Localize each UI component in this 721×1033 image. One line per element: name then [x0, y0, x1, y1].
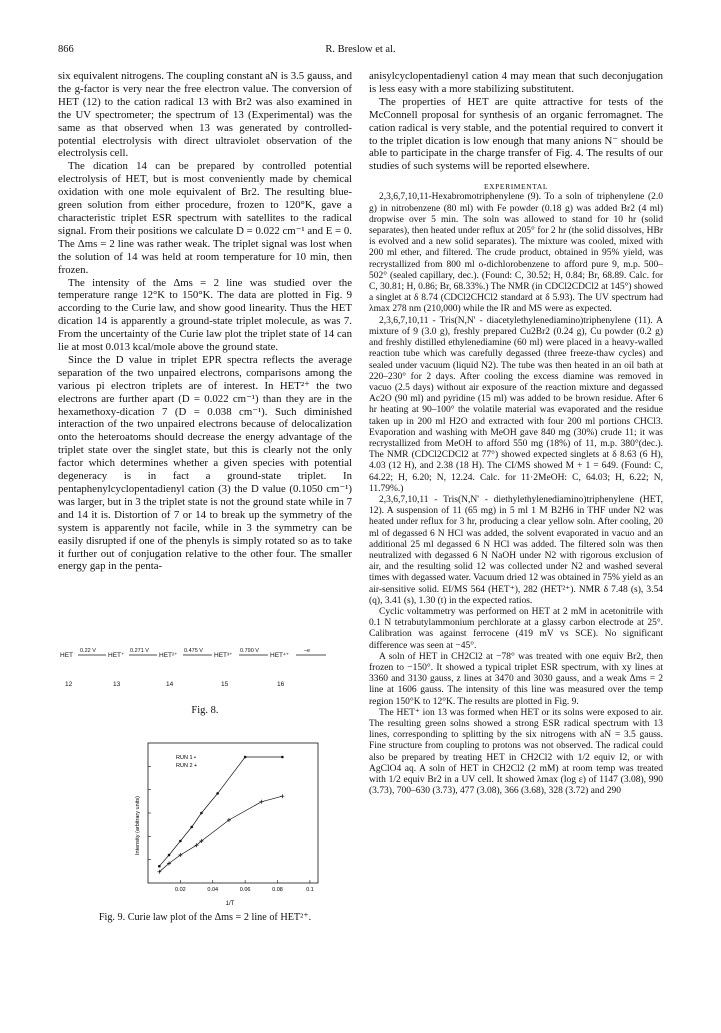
body-paragraph: The dication 14 can be prepared by controlled potential electrolysis of HET, but is most conveniently made by chemical oxidation with one mole equivalent of Br2. The resulting blue-green solution from either procedure, frozen to 120°K, gave a characteristic triplet ESR spectrum with satellites to the radical signal. From their positions we calculate D = 0.022 cm⁻¹ and E = 0. The Δms = 2 line was rather weak. The triplet signal was lost when the solution of 14 was held at room temperature for 10 min, then frozen. — [58, 160, 352, 276]
scheme-potential: 0.475 V — [184, 648, 203, 654]
experimental-paragraph: The HET⁺ ion 13 was formed when HET or its solns were exposed to air. The resulting green solns showed a strong ESR radical spectrum with 13 lines, corresponding to splitting by the six nitrogens with aN = 3.5 gauss. Fine structure from coupling to protons was not observed. The radical could also be prepared by treating HET in CH2Cl2 with 1/2 equiv I2, or with AgClO4 aq. A soln of HET in CH2Cl2 (2 mM) at room temp was treated with 1/2 equiv Br2 in a UV cell. It showed λmax (log ε) of 1147 (3.08), 990 (3.73), 700–630 (3.73), 477 (3.08), 366 (3.68), 328 (3.72) and 290 — [369, 707, 663, 797]
scheme-species: HET — [60, 652, 73, 659]
scheme-species: HET²⁺ — [159, 652, 178, 659]
data-point-run-1 — [179, 840, 182, 843]
fig9-caption: Fig. 9. Curie law plot of the Δms = 2 line of HET²⁺. — [98, 912, 312, 923]
data-point-run-1 — [190, 826, 193, 829]
compound-number: 14 — [166, 681, 174, 688]
experimental-paragraph: 2,3,6,7,10,11 - Tris(N,N' - diacetylethylenediamino)triphenylene (11). A mixture of 9 (3.0 g), freshly prepared Cu2Br2 (0.24 g), Cu powder (0.2 g) and freshly distilled ethylenediamine (60 ml) were placed in a heavy-walled reaction tube which was carefully degassed (three freeze-thaw cycles) and sealed under vacuum (liquid N2). The tube was then heated in an oil bath at 220–230° for 2 days. After cooling the excess diamine was removed in vacuo (2.5 days) without air exposure of the reaction mixture and degassed Ac2O (90 ml) and pyridine (15 ml) was added to be brown residue. After 6 hr heating at 90–100° the volatile material was evaporated and the residue taken up in 200 ml H2O and extracted with four 200 ml portions CHCl3. Evaporation and washing with MeOH gave 840 mg (30%) crude 11; it was recrystallized from MeOH to afford 550 mg (18%) of 11, m.p. 380°(dec.). The NMR (CDCl2CDCl2 at 77°) showed expected singlets at δ 8.63 (6 H), 4.03 (12 H), and 2.38 (18 H). The CI/MS showed M + 1 = 649. (Found: C, 64.22; H, 6.20; N, 12.24. Calc. for 11·2MeOH: C, 64.03; H, 6.22; N, 11.79%.) — [369, 315, 663, 494]
page-number: 866 — [58, 44, 74, 55]
data-point-run-1 — [158, 865, 161, 868]
fig9-chart — [130, 735, 330, 910]
body-paragraph: The properties of HET are quite attractive for tests of the McConnell proposal for synthesis of an organic ferromagnet. The cation radical is very stable, and the potential required to convert it to the triplet dication is low enough that many anions N⁻ should be able to participate in the charge transfer of Fig. 4. The results of our studies of such systems will be reported elsewhere. — [369, 95, 663, 173]
scheme-potential: –e — [304, 648, 311, 654]
x-tick-label: 0.1 — [306, 887, 314, 893]
fig8-scheme — [58, 636, 352, 696]
experimental-section — [369, 181, 663, 797]
y-axis-label: Intensity (arbitrary units) — [135, 796, 141, 855]
scheme-potential: 0.22 V — [80, 648, 96, 654]
x-tick-label: 0.06 — [239, 887, 251, 893]
x-axis-label: 1/T — [225, 901, 235, 907]
fig8-caption: Fig. 8. — [191, 705, 219, 716]
legend-entry: RUN 1 • — [176, 755, 196, 761]
data-point-run-1 — [244, 756, 247, 759]
x-tick-label: 0.04 — [207, 887, 219, 893]
right-column — [369, 70, 663, 797]
plot-frame — [148, 743, 318, 883]
scheme-species: HET⁴⁺ — [270, 652, 290, 659]
series-line-run-2 — [159, 796, 282, 872]
data-point-run-1 — [216, 792, 219, 795]
left-column — [58, 70, 352, 573]
experimental-paragraph: Cyclic voltammetry was performed on HET at 2 mM in acetonitrile with 0.1 N tetrabutylammonium perchlorate at a glassy carbon electrode at 25°. Calibration was against ferrocene (419 mV vs SCE). No significant difference was seen at −45°. — [369, 606, 663, 651]
experimental-paragraph: 2,3,6,7,10,11 - Tris(N,N' - diethylethylenediamino)triphenylene (HET, 12). A suspension of 11 (65 mg) in 5 ml 1 M B2H6 in THF under N2 was heated under reflux for 3 hr, producing a clear yellow soln. After cooling, 20 ml of degassed 6 N HCl was added, the solvent evaporated in vacuo and an additional 25 ml degassed 6 N HCl was added. The filtered soln was then neutralized with degassed 6 N NaOH under N2 with rigorous exclusion of air, and the resulting solid 12 was collected under N2 and washed several times with degassed water. Vacuum dried 12 was obtained in 75% yield as an air-sensitive solid. EI/MS 564 (HET⁺), 282 (HET²⁺). NMR δ 7.48 (s), 3.54 (q), 3.41 (s), 1.30 (t) in the expected ratios. — [369, 494, 663, 606]
scheme-species: HET³⁺ — [214, 652, 233, 659]
section-heading: EXPERIMENTAL — [483, 182, 549, 192]
page-header — [58, 44, 663, 58]
running-head: R. Breslow et al. — [325, 44, 396, 55]
body-paragraph: The intensity of the Δms = 2 line was studied over the temperature range 12°K to 150°K. The data are plotted in Fig. 9 according to the Curie law, and show good linearity. Thus the HET dication 14 is apparently a ground-state triplet molecule, as was 7. From the uncertainty of the Curie law plot the triplet state of 14 can lie at most 0.013 kcal/mole above the ground state. — [58, 276, 352, 354]
experimental-paragraph: 2,3,6,7,10,11-Hexabromotriphenylene (9). To a soln of triphenylene (2.0 g) in nitrobenzene (80 ml) with Fe powder (0.18 g) was added Br2 (4 ml) dropwise over 5 min. The soln was allowed to stand for 10 hr (solid separates), then heated under reflux at 205° for 2 hr (the solid dissolves, HBr is evolved and a new solid separates). The mixture was cooled, mixed with 200 ml ether, and filtered. The crude product, obtained in 95% yield, was recrystallized from 800 ml o-dichlorobenzene to afford pure 9, m.p. 500–502° (sealed capillary, dec.). (Found: C, 30.52; H, 0.84; Br, 68.89. Calc. for C, 30.81; H, 0.86; Br, 68.33%.) The NMR (in CDCl2CDCl2 at 145°) showed a singlet at δ 8.74 (CDCl2CHCl2 standard at δ 5.93). The UV spectrum had λmax 278 nm (210,000) while the IR and MS were as expected. — [369, 192, 663, 315]
body-paragraph: six equivalent nitrogens. The coupling constant aN is 3.5 gauss, and the g-factor is very near the free electron value. The conversion of HET (12) to the cation radical 13 with Br2 was also examined in the UV spectrometer; the spectrum of 13 (Experimental) was the same as that observed when 13 was generated by controlled-potential electrolysis with direct ultraviolet observation of the electrolysis cell. — [58, 70, 352, 160]
scheme-potential: 0.790 V — [240, 648, 259, 654]
data-point-run-1 — [281, 756, 284, 759]
experimental-paragraph: A soln of HET in CH2Cl2 at −78° was treated with one equiv Br2, then frozen to −150°. It showed a typical triplet ESR spectrum, with xy lines at 3360 and 3130 gauss, z lines at 3470 and 3030 gauss, and a weak Δms = 2 line at 1606 gauss. The intensity of this line was measured over the temp region 150°K to 12°K. The results are plotted in Fig. 9. — [369, 651, 663, 707]
series-line-run-1 — [159, 757, 282, 866]
compound-number: 13 — [113, 681, 121, 688]
body-paragraph: anisylcyclopentadienyl cation 4 may mean that such deconjugation is less easy with a more stabilizing substitutent. — [369, 70, 663, 95]
data-point-run-2 — [259, 800, 263, 804]
compound-number: 15 — [221, 681, 229, 688]
data-point-run-1 — [200, 812, 203, 815]
compound-number: 12 — [65, 681, 73, 688]
compound-number: 16 — [277, 681, 285, 688]
scheme-potential: 0.271 V — [130, 648, 149, 654]
body-paragraph: Since the D value in triplet EPR spectra reflects the average separation of the two unpaired electrons, comparisons among the various pi electron triplets are of interest. In HET²⁺ the two electrons are further apart (D = 0.022 cm⁻¹) than they are in the hexamethoxy-dication 7 (D = 0.038 cm⁻¹). Such diminished interaction of the two unpaired electrons because of delocalization onto the heteroatoms should decrease the energy advantage of the triplet state over the singlet state, but this is clearly not the only factor which determines whether a given species with potential degeneracy is in fact a ground-state triplet. In pentaphenylcyclopentadienyl cation (3) the D value (0.1050 cm⁻¹) was larger, but in 3 the triplet state is not the ground state while in 7 and 14 it is. Distortion of 7 or 14 to break up the symmetry of the system is apparently not facile, while in 3 the symmetry can be easily disrupted if one of the phenyls is simply rotated so as to take it further out of conjugation relative to the other four. The smaller energy gap in the penta- — [58, 353, 352, 573]
data-point-run-2 — [280, 794, 284, 798]
x-tick-label: 0.08 — [272, 887, 283, 893]
legend-entry: RUN 2 + — [176, 763, 198, 769]
x-tick-label: 0.02 — [175, 887, 186, 893]
scheme-species: HET⁺ — [108, 652, 125, 659]
data-point-run-1 — [168, 854, 171, 857]
